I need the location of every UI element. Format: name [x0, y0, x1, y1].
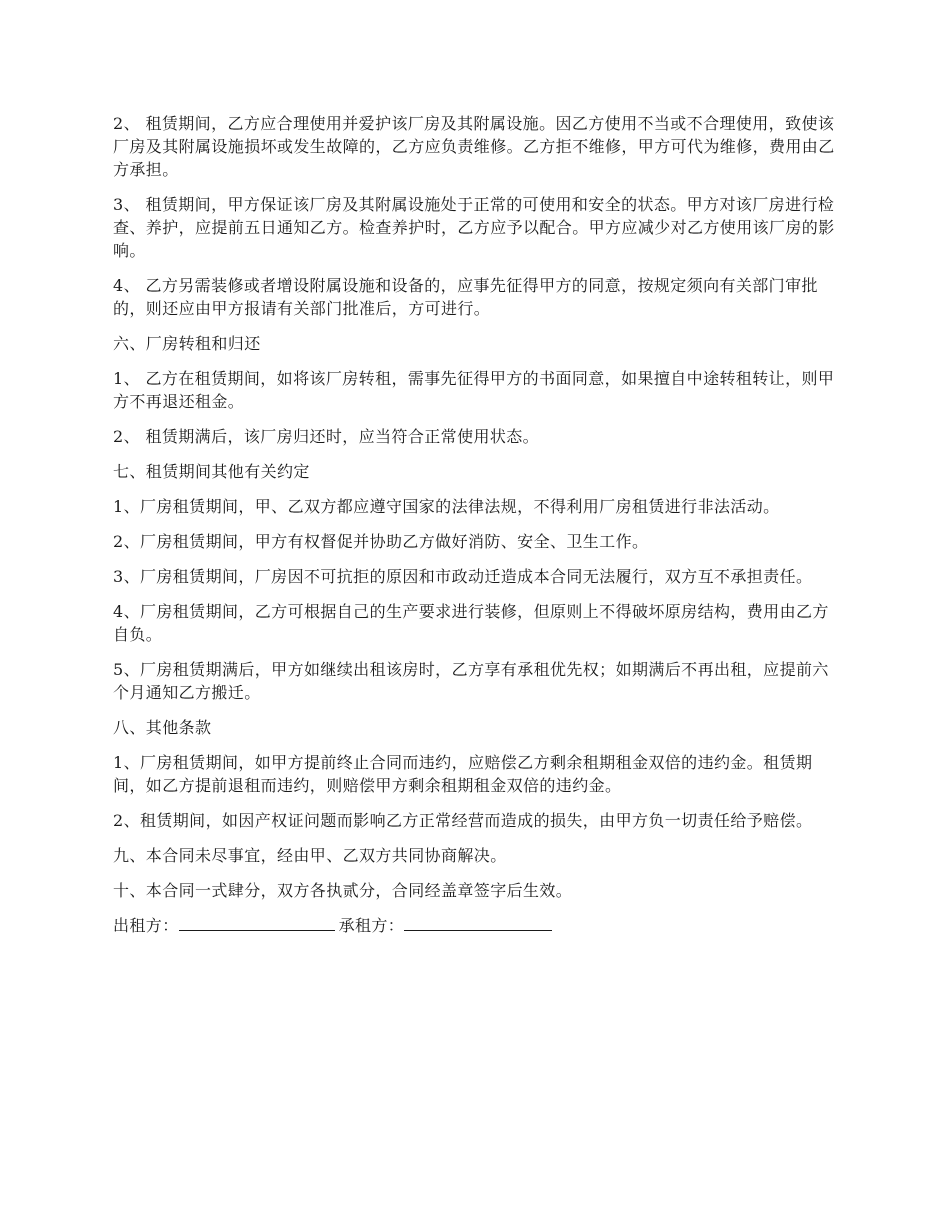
section-6-item-1: 1、 乙方在租赁期间，如将该厂房转租，需事先征得甲方的书面同意，如果擅自中途转租转让，则甲方不再退还租金。: [113, 369, 835, 411]
lessee-signature-blank[interactable]: [404, 914, 552, 931]
lessee-label: 承租方：: [338, 916, 405, 935]
section-6-heading: 六、厂房转租和归还: [113, 334, 261, 353]
section-6-item-2: 2、 租赁期满后，该厂房归还时，应当符合正常使用状态。: [113, 427, 540, 446]
lessor-signature-blank[interactable]: [179, 914, 335, 931]
clause-4-renovation: 4、 乙方另需装修或者增设附属设施和设备的，应事先征得甲方的同意，按规定须向有关部门审批的，则还应由甲方报请有关部门批准后，方可进行。: [113, 276, 818, 318]
section-8-item-2: 2、租赁期间，如因产权证问题而影响乙方正常经营而造成的损失，由甲方负一切责任给予赔偿。: [113, 811, 813, 830]
section-8-item-1: 1、厂房租赁期间，如甲方提前终止合同而违约，应赔偿乙方剩余租期租金双倍的违约金。租赁期间，如乙方提前退租而违约，则赔偿甲方剩余租期租金双倍的违约金。: [113, 753, 813, 795]
clause-2-usage: 2、 租赁期间，乙方应合理使用并爱护该厂房及其附属设施。因乙方使用不当或不合理使用，致使该厂房及其附属设施损坏或发生故障的，乙方应负责维修。乙方拒不维修，甲方可代为维修，费用由乙方承担。: [113, 114, 835, 179]
section-7-item-3: 3、厂房租赁期间，厂房因不可抗拒的原因和市政动迁造成本合同无法履行，双方互不承担责任。: [113, 567, 813, 586]
section-7-heading: 七、租赁期间其他有关约定: [113, 462, 310, 481]
section-7-item-4: 4、厂房租赁期间，乙方可根据自己的生产要求进行装修，但原则上不得破坏原房结构，费用由乙方自负。: [113, 602, 829, 644]
section-7-item-5: 5、厂房租赁期满后，甲方如继续出租该房时，乙方享有承租优先权；如期满后不再出租，应提前六个月通知乙方搬迁。: [113, 660, 829, 702]
document-page: [113, 112, 838, 937]
lessor-label: 出租方：: [113, 916, 179, 935]
signature-line: [113, 914, 838, 937]
clause-3-maintenance: 3、 租赁期间，甲方保证该厂房及其附属设施处于正常的可使用和安全的状态。甲方对该厂房进行检查、养护，应提前五日通知乙方。检查养护时，乙方应予以配合。甲方应减少对乙方使用该厂房的影响。: [113, 195, 835, 260]
section-7-item-2: 2、厂房租赁期间，甲方有权督促并协助乙方做好消防、安全、卫生工作。: [113, 532, 649, 551]
section-7-item-1: 1、厂房租赁期间，甲、乙双方都应遵守国家的法律法规，不得利用厂房租赁进行非法活动。: [113, 497, 780, 516]
section-8-heading: 八、其他条款: [113, 718, 212, 737]
section-9: 九、本合同未尽事宜，经由甲、乙双方共同协商解决。: [113, 846, 507, 865]
section-10: 十、本合同一式肆分，双方各执贰分，合同经盖章签字后生效。: [113, 881, 573, 900]
